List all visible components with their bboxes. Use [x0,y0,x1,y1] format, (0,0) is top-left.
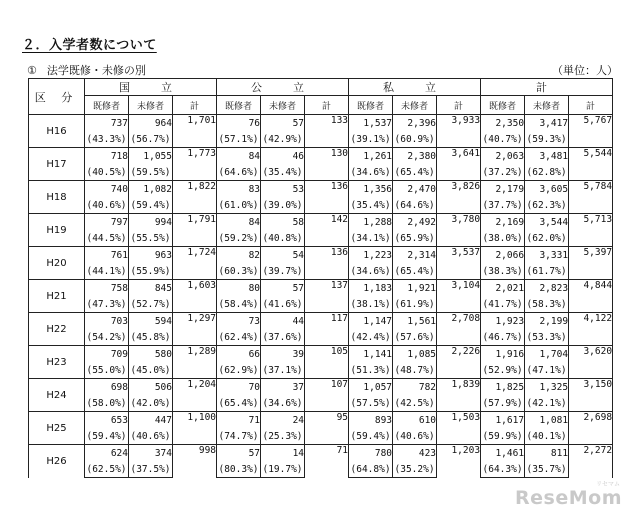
mishu-percent: (37.6%) [261,329,305,346]
mishu-percent: (37.5%) [129,461,173,478]
total-count: 1,791 [173,214,217,247]
watermark-small: リセマム [596,481,620,488]
mishu-count: 963 [129,247,173,264]
total-count: 105 [305,346,349,379]
kishu-count: 1,825 [481,379,525,396]
column-header: 既修者 [217,96,261,115]
kishu-percent: (57.9%) [481,395,525,412]
kishu-count: 80 [217,280,261,297]
kishu-percent: (64.6%) [217,164,261,181]
mishu-percent: (55.9%) [129,263,173,280]
kishu-count: 73 [217,313,261,330]
total-count: 3,620 [569,346,613,379]
kishu-percent: (59.9%) [481,428,525,445]
total-count: 3,150 [569,379,613,412]
table-row [29,346,613,363]
column-header: 既修者 [481,96,525,115]
mishu-count: 994 [129,214,173,231]
kishu-percent: (65.4%) [217,395,261,412]
mishu-count: 1,325 [525,379,569,396]
year-cell: H22 [29,313,85,346]
mishu-percent: (61.9%) [393,296,437,313]
total-count: 2,272 [569,445,613,478]
mishu-percent: (19.7%) [261,461,305,478]
mishu-count: 2,492 [393,214,437,231]
mishu-percent: (39.0%) [261,197,305,214]
mishu-percent: (55.5%) [129,230,173,247]
total-count: 5,544 [569,148,613,181]
column-header: 既修者 [85,96,129,115]
kishu-percent: (61.0%) [217,197,261,214]
mishu-count: 54 [261,247,305,264]
kishu-count: 1,261 [349,148,393,165]
kishu-count: 57 [217,445,261,462]
kishu-count: 83 [217,181,261,198]
year-cell: H18 [29,181,85,214]
mishu-count: 1,561 [393,313,437,330]
total-count: 3,641 [437,148,481,181]
mishu-percent: (45.0%) [129,362,173,379]
mishu-percent: (65.4%) [393,263,437,280]
mishu-count: 24 [261,412,305,429]
mishu-count: 1,921 [393,280,437,297]
sub-title [27,62,146,78]
total-count: 137 [305,280,349,313]
mishu-count: 1,055 [129,148,173,165]
total-count: 1,289 [173,346,217,379]
mishu-percent: (42.5%) [393,395,437,412]
mishu-count: 506 [129,379,173,396]
table-row [29,247,613,264]
kishu-percent: (64.8%) [349,461,393,478]
kishu-count: 1,147 [349,313,393,330]
mishu-count: 2,470 [393,181,437,198]
kishu-count: 76 [217,115,261,132]
sub-title-text: 法学既修・未修の別 [46,64,146,77]
kishu-percent: (38.1%) [349,296,393,313]
year-cell: H16 [29,115,85,148]
kishu-count: 2,021 [481,280,525,297]
column-header: 未修者 [261,96,305,115]
total-count: 1,503 [437,412,481,445]
column-header: 計 [569,96,613,115]
total-count: 5,397 [569,247,613,280]
total-count: 3,826 [437,181,481,214]
kishu-percent: (46.7%) [481,329,525,346]
total-count: 3,104 [437,280,481,313]
unit-label: （単位：人） [552,64,618,77]
kishu-count: 2,169 [481,214,525,231]
total-count: 1,773 [173,148,217,181]
mishu-count: 3,605 [525,181,569,198]
year-cell: H19 [29,214,85,247]
mishu-percent: (60.9%) [393,131,437,148]
mishu-count: 423 [393,445,437,462]
mishu-percent: (45.8%) [129,329,173,346]
kishu-percent: (59.2%) [217,230,261,247]
kishu-percent: (58.0%) [85,395,129,412]
kishu-count: 761 [85,247,129,264]
mishu-percent: (57.6%) [393,329,437,346]
total-count: 2,698 [569,412,613,445]
year-cell: H25 [29,412,85,445]
total-count: 1,839 [437,379,481,412]
mishu-percent: (35.2%) [393,461,437,478]
sub-title-number: ① [27,64,37,77]
total-count: 1,724 [173,247,217,280]
mishu-percent: (35.7%) [525,461,569,478]
kishu-percent: (62.4%) [217,329,261,346]
kishu-count: 2,066 [481,247,525,264]
mishu-count: 3,544 [525,214,569,231]
kishu-percent: (55.0%) [85,362,129,379]
mishu-count: 44 [261,313,305,330]
mishu-count: 53 [261,181,305,198]
table-row [29,412,613,429]
kishu-percent: (57.5%) [349,395,393,412]
mishu-count: 1,085 [393,346,437,363]
year-cell: H17 [29,148,85,181]
kishu-count: 84 [217,214,261,231]
kishu-percent: (43.3%) [85,131,129,148]
kishu-percent: (34.1%) [349,230,393,247]
mishu-percent: (34.6%) [261,395,305,412]
column-header: 未修者 [129,96,173,115]
kishu-count: 758 [85,280,129,297]
total-count: 2,226 [437,346,481,379]
kishu-count: 1,057 [349,379,393,396]
kishu-percent: (59.4%) [85,428,129,445]
total-count: 1,822 [173,181,217,214]
year-cell: H20 [29,247,85,280]
kishu-count: 1,617 [481,412,525,429]
total-count: 1,100 [173,412,217,445]
mishu-count: 2,314 [393,247,437,264]
table-row [29,214,613,231]
mishu-count: 46 [261,148,305,165]
kishu-count: 1,537 [349,115,393,132]
table-body [29,115,613,478]
total-count: 1,297 [173,313,217,346]
mishu-count: 964 [129,115,173,132]
kishu-percent: (40.6%) [85,197,129,214]
mishu-percent: (62.8%) [525,164,569,181]
enrollment-table [28,78,613,478]
kishu-count: 1,356 [349,181,393,198]
kishu-percent: (38.3%) [481,263,525,280]
kishu-count: 84 [217,148,261,165]
section-title: ２．入学者数について [22,38,157,53]
mishu-count: 374 [129,445,173,462]
kishu-count: 2,063 [481,148,525,165]
kishu-percent: (51.3%) [349,362,393,379]
column-header: 計 [173,96,217,115]
column-header-row [29,96,613,115]
mishu-count: 811 [525,445,569,462]
kishu-percent: (34.6%) [349,164,393,181]
kishu-count: 653 [85,412,129,429]
mishu-count: 447 [129,412,173,429]
total-count: 107 [305,379,349,412]
mishu-percent: (47.1%) [525,362,569,379]
mishu-count: 594 [129,313,173,330]
kishu-count: 1,923 [481,313,525,330]
mishu-percent: (48.7%) [393,362,437,379]
kishu-percent: (58.4%) [217,296,261,313]
mishu-count: 39 [261,346,305,363]
kishu-count: 703 [85,313,129,330]
mishu-count: 782 [393,379,437,396]
mishu-percent: (37.1%) [261,362,305,379]
mishu-percent: (40.8%) [261,230,305,247]
kishu-count: 698 [85,379,129,396]
kishu-count: 71 [217,412,261,429]
group-header-public: 公 立 [217,79,349,96]
kishu-count: 2,179 [481,181,525,198]
total-count: 3,780 [437,214,481,247]
mishu-percent: (40.1%) [525,428,569,445]
kishu-count: 1,288 [349,214,393,231]
kishu-count: 1,183 [349,280,393,297]
mishu-percent: (41.6%) [261,296,305,313]
mishu-percent: (58.3%) [525,296,569,313]
table-row [29,445,613,462]
total-count: 998 [173,445,217,478]
kishu-count: 1,223 [349,247,393,264]
kishu-percent: (62.5%) [85,461,129,478]
mishu-percent: (62.3%) [525,197,569,214]
column-header: 未修者 [393,96,437,115]
kishu-percent: (39.1%) [349,131,393,148]
kishu-percent: (44.1%) [85,263,129,280]
total-count: 5,784 [569,181,613,214]
mishu-count: 3,481 [525,148,569,165]
kishu-count: 1,916 [481,346,525,363]
year-cell: H21 [29,280,85,313]
year-cell: H23 [29,346,85,379]
kishu-count: 718 [85,148,129,165]
mishu-percent: (59.3%) [525,131,569,148]
column-header: 既修者 [349,96,393,115]
kishu-percent: (54.2%) [85,329,129,346]
mishu-count: 580 [129,346,173,363]
mishu-count: 3,331 [525,247,569,264]
mishu-percent: (35.4%) [261,164,305,181]
kishu-percent: (47.3%) [85,296,129,313]
table-row [29,379,613,396]
kishu-count: 2,350 [481,115,525,132]
table-row [29,313,613,330]
kishu-percent: (37.7%) [481,197,525,214]
kishu-count: 1,461 [481,445,525,462]
kishu-percent: (59.4%) [349,428,393,445]
total-count: 4,844 [569,280,613,313]
kishu-count: 624 [85,445,129,462]
kishu-percent: (41.7%) [481,296,525,313]
kishu-percent: (37.2%) [481,164,525,181]
kishu-percent: (74.7%) [217,428,261,445]
mishu-count: 3,417 [525,115,569,132]
kishu-percent: (38.0%) [481,230,525,247]
mishu-percent: (39.7%) [261,263,305,280]
mishu-percent: (42.9%) [261,131,305,148]
mishu-count: 845 [129,280,173,297]
group-header-private: 私 立 [349,79,481,96]
kishu-percent: (52.9%) [481,362,525,379]
year-cell: H24 [29,379,85,412]
kishu-percent: (44.5%) [85,230,129,247]
total-count: 1,701 [173,115,217,148]
total-count: 95 [305,412,349,445]
mishu-percent: (64.6%) [393,197,437,214]
mishu-percent: (61.7%) [525,263,569,280]
total-count: 3,537 [437,247,481,280]
kishu-percent: (57.1%) [217,131,261,148]
total-count: 142 [305,214,349,247]
column-header: 計 [305,96,349,115]
mishu-percent: (25.3%) [261,428,305,445]
total-count: 3,933 [437,115,481,148]
kubun-header: 区 分 [29,79,85,115]
total-count: 71 [305,445,349,478]
kishu-percent: (35.4%) [349,197,393,214]
mishu-count: 37 [261,379,305,396]
kishu-percent: (42.4%) [349,329,393,346]
total-count: 1,603 [173,280,217,313]
total-count: 1,204 [173,379,217,412]
mishu-count: 1,081 [525,412,569,429]
mishu-count: 610 [393,412,437,429]
kishu-percent: (62.9%) [217,362,261,379]
mishu-percent: (62.0%) [525,230,569,247]
mishu-percent: (52.7%) [129,296,173,313]
mishu-percent: (53.3%) [525,329,569,346]
kishu-count: 70 [217,379,261,396]
mishu-count: 2,396 [393,115,437,132]
table-row [29,181,613,198]
mishu-percent: (40.6%) [393,428,437,445]
mishu-percent: (65.4%) [393,164,437,181]
column-header: 未修者 [525,96,569,115]
mishu-count: 14 [261,445,305,462]
group-header-total: 計 [481,79,613,96]
mishu-percent: (65.9%) [393,230,437,247]
kishu-count: 1,141 [349,346,393,363]
kishu-count: 66 [217,346,261,363]
kishu-percent: (40.7%) [481,131,525,148]
kishu-percent: (40.5%) [85,164,129,181]
mishu-percent: (42.0%) [129,395,173,412]
kishu-count: 82 [217,247,261,264]
kishu-percent: (80.3%) [217,461,261,478]
kishu-count: 797 [85,214,129,231]
mishu-percent: (56.7%) [129,131,173,148]
watermark-main: ReseMom [515,487,622,509]
table-row [29,148,613,165]
kishu-count: 780 [349,445,393,462]
total-count: 5,767 [569,115,613,148]
mishu-percent: (42.1%) [525,395,569,412]
mishu-count: 57 [261,115,305,132]
total-count: 136 [305,247,349,280]
kishu-count: 893 [349,412,393,429]
group-header-national: 国 立 [85,79,217,96]
resemom-watermark [515,481,622,509]
kishu-count: 709 [85,346,129,363]
mishu-percent: (59.5%) [129,164,173,181]
mishu-percent: (59.4%) [129,197,173,214]
year-cell: H26 [29,445,85,478]
mishu-count: 57 [261,280,305,297]
total-count: 2,708 [437,313,481,346]
total-count: 130 [305,148,349,181]
mishu-count: 1,082 [129,181,173,198]
column-header: 計 [437,96,481,115]
kishu-percent: (64.3%) [481,461,525,478]
kishu-percent: (34.6%) [349,263,393,280]
kishu-count: 740 [85,181,129,198]
mishu-percent: (40.6%) [129,428,173,445]
mishu-count: 58 [261,214,305,231]
kishu-percent: (60.3%) [217,263,261,280]
mishu-count: 1,704 [525,346,569,363]
mishu-count: 2,823 [525,280,569,297]
total-count: 1,203 [437,445,481,478]
total-count: 117 [305,313,349,346]
total-count: 136 [305,181,349,214]
mishu-count: 2,380 [393,148,437,165]
mishu-count: 2,199 [525,313,569,330]
total-count: 4,122 [569,313,613,346]
table-row [29,115,613,132]
total-count: 133 [305,115,349,148]
kishu-count: 737 [85,115,129,132]
total-count: 5,713 [569,214,613,247]
table-row [29,280,613,297]
